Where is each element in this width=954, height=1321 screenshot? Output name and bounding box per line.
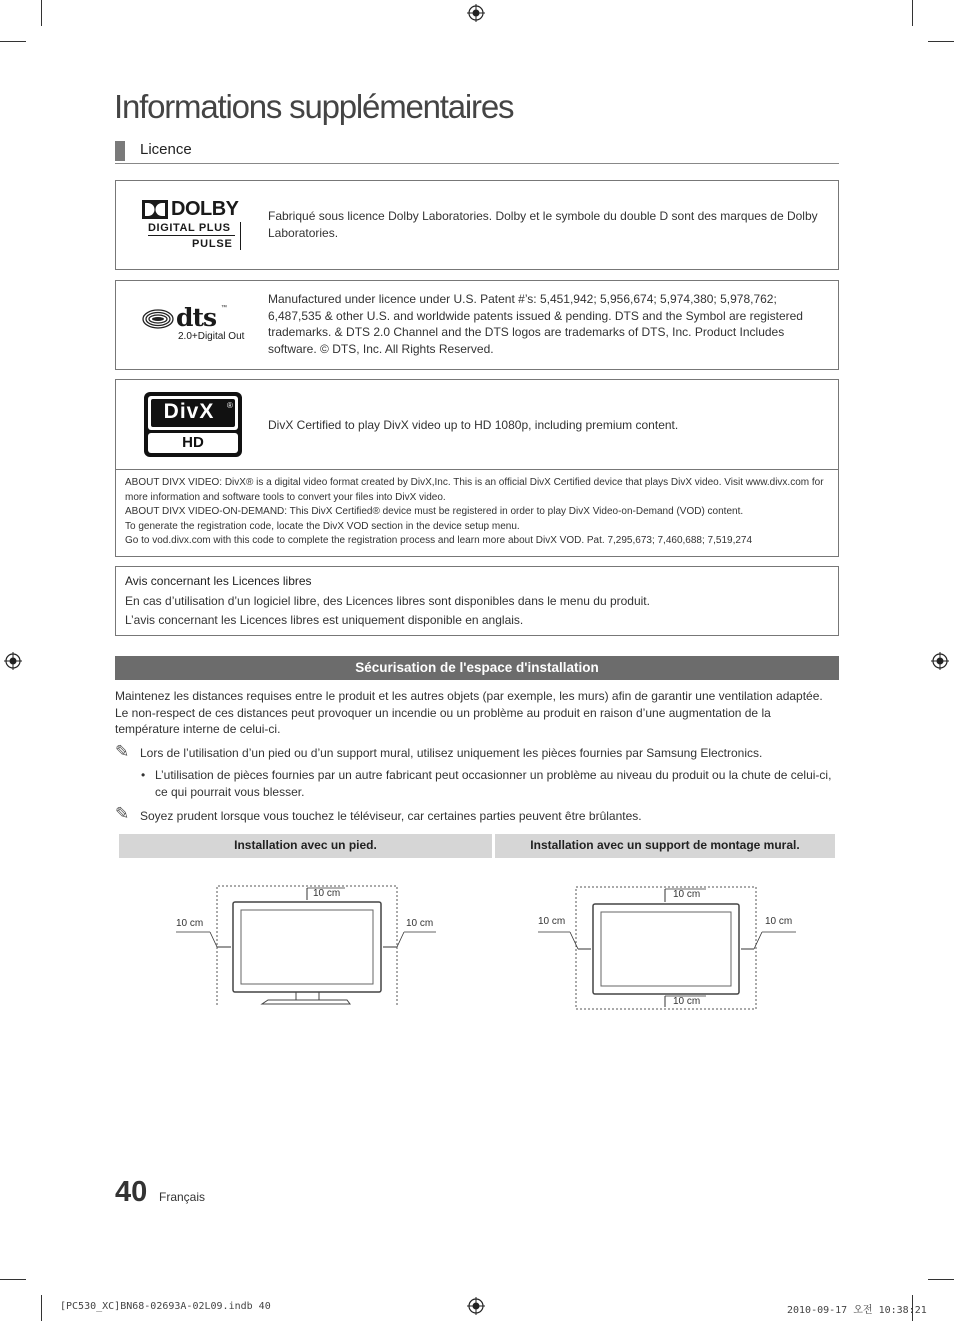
page-number: 40 <box>115 1176 148 1208</box>
section-marker <box>115 141 125 161</box>
divx-about-line: To generate the registration code, locate the DivX VOD section in the device setup menu. <box>125 520 520 532</box>
installation-heading: Sécurisation de l'espace d'installation <box>115 656 839 680</box>
dolby-logo-line2: PULSE <box>192 238 233 250</box>
section-heading-licence <box>115 138 839 164</box>
clearance-left-label: 10 cm <box>176 918 204 929</box>
registration-mark-icon <box>467 1297 485 1315</box>
tv-wall-mount-icon <box>534 880 804 1015</box>
dolby-logo-rule <box>240 222 241 250</box>
divx-about-line: ABOUT DIVX VIDEO-ON-DEMAND: This DivX Certified® device must be registered in order to play DivX Video-on-Demand (VOD) content. <box>125 506 744 517</box>
stand-installation-diagram <box>170 880 450 1010</box>
pencil-note-icon: ✎ <box>115 804 130 823</box>
installation-note-2: Soyez prudent lorsque vous touchez le téléviseur, car certaines parties peuvent être brûlantes. <box>140 809 642 823</box>
column-header-wall: Installation avec un support de montage mural. <box>495 834 835 858</box>
registration-mark-icon <box>931 652 949 670</box>
divx-about-block <box>125 476 825 549</box>
dts-licence-text: Manufactured under licence under U.S. Patent #’s: 5,451,942; 5,956,674; 5,974,380; 5,978,762; 6,487,535 & other U.S. and worldwide patents issued & pending. DTS and the Symbol are registered trademarks. & DTS 2.0 Channel and the DTS logos are trademarks of DTS, Inc. Product Includes software. © DTS, Inc. All Rights Reserved. <box>268 292 803 356</box>
divx-logo-reg: ® <box>227 401 233 410</box>
clearance-right-label: 10 cm <box>765 916 793 927</box>
divx-logo-word: DivX <box>163 400 215 423</box>
divx-logo <box>143 391 243 458</box>
crop-mark <box>0 41 26 42</box>
wall-installation-diagram <box>534 880 804 1015</box>
section-title: Licence <box>140 141 192 158</box>
registration-mark-icon <box>467 4 485 22</box>
divx-logo-hd: HD <box>182 434 204 451</box>
dts-logo <box>142 305 246 349</box>
installation-intro: Maintenez les distances requises entre le produit et les autres objets (par exemple, les murs) afin de garantir une ventilation adaptée. Le non-respect de ces distances peut provoquer un incendie ou un problème au produit en raison d’une augmentation de la température interne de celui-ci. <box>115 689 823 736</box>
print-slug-left: [PC530_XC]BN68-02693A-02L09.indb 40 <box>60 1301 271 1312</box>
divx-licence-box <box>115 379 839 557</box>
open-source-title: Avis concernant les Licences libres <box>125 574 312 588</box>
dts-licence-box <box>115 280 839 370</box>
dts-symbol-icon <box>142 308 174 330</box>
bullet-symbol: • <box>141 768 146 782</box>
crop-mark <box>0 1279 26 1280</box>
crop-mark <box>912 0 913 26</box>
registration-mark-icon <box>4 652 22 670</box>
dts-logo-tm: ™ <box>221 305 227 311</box>
pencil-note-icon: ✎ <box>115 742 130 761</box>
divx-about-line: Go to vod.divx.com with this code to complete the registration process and learn more about DivX VOD. Pat. 7,295,673; 7,460,688; 7,519,274 <box>125 535 753 546</box>
divx-licence-text: DivX Certified to play DivX video up to HD 1080p, including premium content. <box>268 418 679 432</box>
dts-logo-word: dts <box>176 303 217 332</box>
clearance-right-label: 10 cm <box>406 918 434 929</box>
dts-logo-sub: 2.0+Digital Out <box>178 331 245 342</box>
open-source-line1: En cas d’utilisation d’un logiciel libre, des Licences libres sont disponibles dans le menu du produit. <box>125 594 650 608</box>
clearance-bottom-label: 10 cm <box>673 996 701 1007</box>
crop-mark <box>928 41 954 42</box>
column-header-stand: Installation avec un pied. <box>119 834 492 858</box>
dolby-logo-line1: DIGITAL PLUS <box>148 222 235 236</box>
dolby-double-d-icon <box>142 200 168 219</box>
dolby-logo-word: DOLBY <box>171 198 239 220</box>
clearance-left-label: 10 cm <box>538 916 566 927</box>
installation-note-1: Lors de l’utilisation d’un pied ou d’un support mural, utilisez uniquement les pièces fournies par Samsung Electronics. <box>140 746 763 760</box>
page-title: Informations supplémentaires <box>114 88 514 125</box>
crop-mark <box>928 1279 954 1280</box>
dolby-licence-text: Fabriqué sous licence Dolby Laboratories. Dolby et le symbole du double D sont des marques de Dolby Laboratories. <box>268 209 818 240</box>
clearance-top-label: 10 cm <box>673 889 701 900</box>
open-source-licence-box <box>115 566 839 636</box>
divx-about-line: ABOUT DIVX VIDEO: DivX® is a digital video format created by DivX,Inc. This is an official DivX Certified device that plays DivX video. Visit www.divx.com for more information and software tools to convert your files into DivX video. <box>125 477 824 503</box>
divx-divider <box>116 469 838 470</box>
print-slug-right: 2010-09-17 오전 10:38:21 <box>787 1305 927 1316</box>
clearance-top-label: 10 cm <box>313 888 341 899</box>
installation-bullet-1: L’utilisation de pièces fournies par un autre fabricant peut occasionner un problème au niveau du produit ou la chute de celui-ci, ce qui pourrait vous blesser. <box>155 768 832 799</box>
tv-on-stand-icon <box>170 880 450 1010</box>
dolby-licence-box <box>115 180 839 270</box>
open-source-line2: L’avis concernant les Licences libres est uniquement disponible en anglais. <box>125 613 524 627</box>
crop-mark <box>41 0 42 26</box>
page-language: Français <box>159 1190 206 1204</box>
crop-mark <box>41 1295 42 1321</box>
dolby-logo <box>142 199 246 251</box>
